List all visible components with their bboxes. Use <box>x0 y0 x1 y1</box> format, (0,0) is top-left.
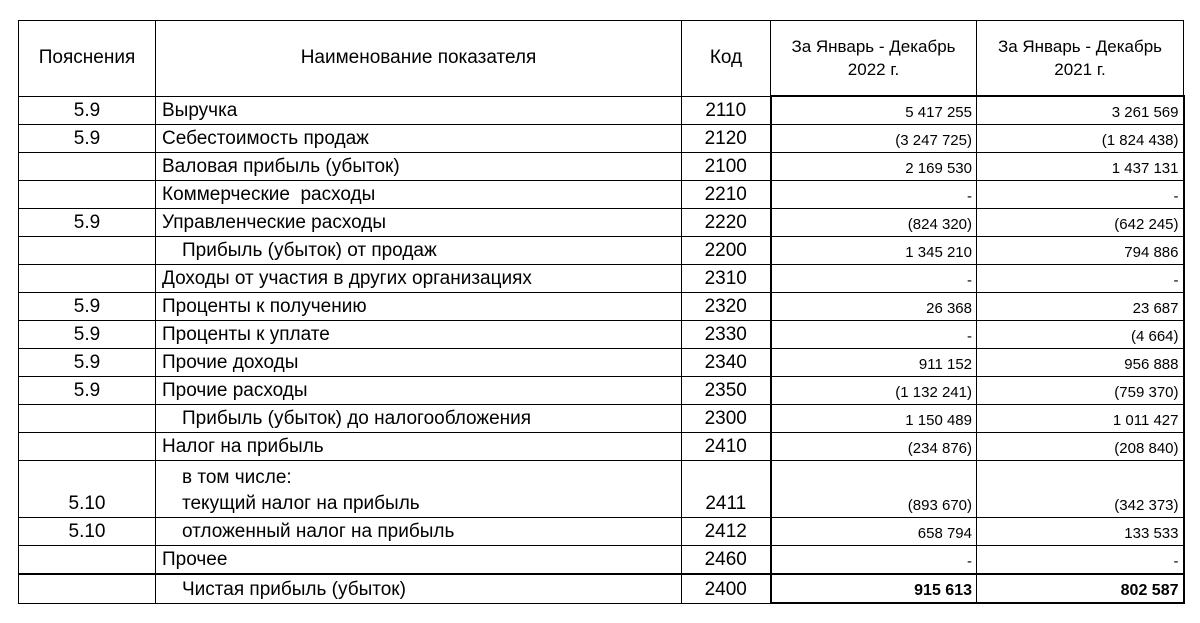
code-cell: 2210 <box>682 181 771 209</box>
header-period-2021: За Январь - Декабрь 2021 г. <box>977 21 1184 97</box>
note-cell: 5.9 <box>19 125 156 153</box>
code-cell: 2200 <box>682 237 771 265</box>
code-cell: 2340 <box>682 349 771 377</box>
note-cell <box>19 153 156 181</box>
value-2022-cell: - <box>771 181 977 209</box>
code-cell: 2411 <box>682 461 771 518</box>
code-cell: 2410 <box>682 433 771 461</box>
value-2022-cell: (1 132 241) <box>771 377 977 405</box>
name-cell: Выручка <box>156 96 682 125</box>
value-2021-cell: (759 370) <box>977 377 1184 405</box>
value-2021-cell: 1 437 131 <box>977 153 1184 181</box>
name-cell: Валовая прибыль (убыток) <box>156 153 682 181</box>
header-period-2022: За Январь - Декабрь 2022 г. <box>771 21 977 97</box>
table-row-net-profit <box>19 574 1184 603</box>
note-cell: 5.9 <box>19 96 156 125</box>
header-row <box>19 21 1184 97</box>
value-2021-cell: (208 840) <box>977 433 1184 461</box>
value-2022-cell: 911 152 <box>771 349 977 377</box>
note-cell: 5.9 <box>19 321 156 349</box>
value-2021-cell: (342 373) <box>977 461 1184 518</box>
code-cell: 2330 <box>682 321 771 349</box>
code-cell: 2412 <box>682 518 771 546</box>
name-cell: Коммерческие расходы <box>156 181 682 209</box>
name-cell: Проценты к уплате <box>156 321 682 349</box>
table-row <box>19 96 1184 125</box>
value-2022-cell: 26 368 <box>771 293 977 321</box>
code-cell: 2350 <box>682 377 771 405</box>
note-cell: 5.9 <box>19 377 156 405</box>
name-cell: Доходы от участия в других организациях <box>156 265 682 293</box>
code-cell: 2400 <box>682 574 771 603</box>
code-cell: 2220 <box>682 209 771 237</box>
value-2021-cell: - <box>977 546 1184 575</box>
value-2021-cell: - <box>977 265 1184 293</box>
value-2021-cell: 802 587 <box>977 574 1184 603</box>
table-row <box>19 377 1184 405</box>
value-2022-cell: (893 670) <box>771 461 977 518</box>
name-cell: Прочие расходы <box>156 377 682 405</box>
header-code: Код <box>682 21 771 97</box>
note-cell <box>19 237 156 265</box>
header-notes: Пояснения <box>19 21 156 97</box>
table-row <box>19 321 1184 349</box>
code-cell: 2310 <box>682 265 771 293</box>
code-cell: 2300 <box>682 405 771 433</box>
value-2022-cell: - <box>771 265 977 293</box>
value-2021-cell: 956 888 <box>977 349 1184 377</box>
note-cell <box>19 546 156 575</box>
value-2022-cell: 1 345 210 <box>771 237 977 265</box>
table-row <box>19 181 1184 209</box>
table-row <box>19 125 1184 153</box>
name-cell <box>156 461 682 518</box>
name-cell: Прибыль (убыток) до налогообложения <box>156 405 682 433</box>
note-cell: 5.9 <box>19 349 156 377</box>
table-row <box>19 237 1184 265</box>
value-2022-cell: - <box>771 546 977 575</box>
note-cell: 5.9 <box>19 209 156 237</box>
note-cell <box>19 265 156 293</box>
value-2022-cell: 5 417 255 <box>771 96 977 125</box>
value-2022-cell: (234 876) <box>771 433 977 461</box>
table-row <box>19 546 1184 575</box>
code-cell: 2100 <box>682 153 771 181</box>
value-2021-cell: 794 886 <box>977 237 1184 265</box>
code-cell: 2110 <box>682 96 771 125</box>
value-2022-cell: 658 794 <box>771 518 977 546</box>
note-cell <box>19 574 156 603</box>
name-cell: Проценты к получению <box>156 293 682 321</box>
code-cell: 2320 <box>682 293 771 321</box>
name-cell: Чистая прибыль (убыток) <box>156 574 682 603</box>
name-text: текущий налог на прибыль <box>182 493 420 514</box>
value-2021-cell: (4 664) <box>977 321 1184 349</box>
value-2021-cell: (642 245) <box>977 209 1184 237</box>
value-2021-cell: 23 687 <box>977 293 1184 321</box>
name-cell: Прочие доходы <box>156 349 682 377</box>
note-cell: 5.10 <box>19 461 156 518</box>
value-2022-cell: 2 169 530 <box>771 153 977 181</box>
value-2021-cell: 1 011 427 <box>977 405 1184 433</box>
note-cell <box>19 405 156 433</box>
name-cell: Себестоимость продаж <box>156 125 682 153</box>
subheading-in-that-number: в том числе: <box>182 467 292 488</box>
value-2021-cell: 133 533 <box>977 518 1184 546</box>
value-2021-cell: - <box>977 181 1184 209</box>
code-cell: 2460 <box>682 546 771 575</box>
table-row <box>19 405 1184 433</box>
note-cell: 5.9 <box>19 293 156 321</box>
table-row <box>19 433 1184 461</box>
name-cell: Прочее <box>156 546 682 575</box>
header-indicator-name: Наименование показателя <box>156 21 682 97</box>
income-statement-table <box>18 20 1185 604</box>
table-row <box>19 349 1184 377</box>
table-row <box>19 153 1184 181</box>
note-cell: 5.10 <box>19 518 156 546</box>
name-cell: Управленческие расходы <box>156 209 682 237</box>
name-cell: отложенный налог на прибыль <box>156 518 682 546</box>
name-cell: Налог на прибыль <box>156 433 682 461</box>
table-row <box>19 265 1184 293</box>
value-2022-cell: (3 247 725) <box>771 125 977 153</box>
value-2022-cell: (824 320) <box>771 209 977 237</box>
value-2022-cell: 915 613 <box>771 574 977 603</box>
value-2022-cell: 1 150 489 <box>771 405 977 433</box>
value-2021-cell: 3 261 569 <box>977 96 1184 125</box>
code-cell: 2120 <box>682 125 771 153</box>
value-2022-cell: - <box>771 321 977 349</box>
table-row <box>19 209 1184 237</box>
note-cell <box>19 181 156 209</box>
name-cell: Прибыль (убыток) от продаж <box>156 237 682 265</box>
table-row <box>19 293 1184 321</box>
table-row <box>19 518 1184 546</box>
table-row <box>19 461 1184 518</box>
note-cell <box>19 433 156 461</box>
value-2021-cell: (1 824 438) <box>977 125 1184 153</box>
